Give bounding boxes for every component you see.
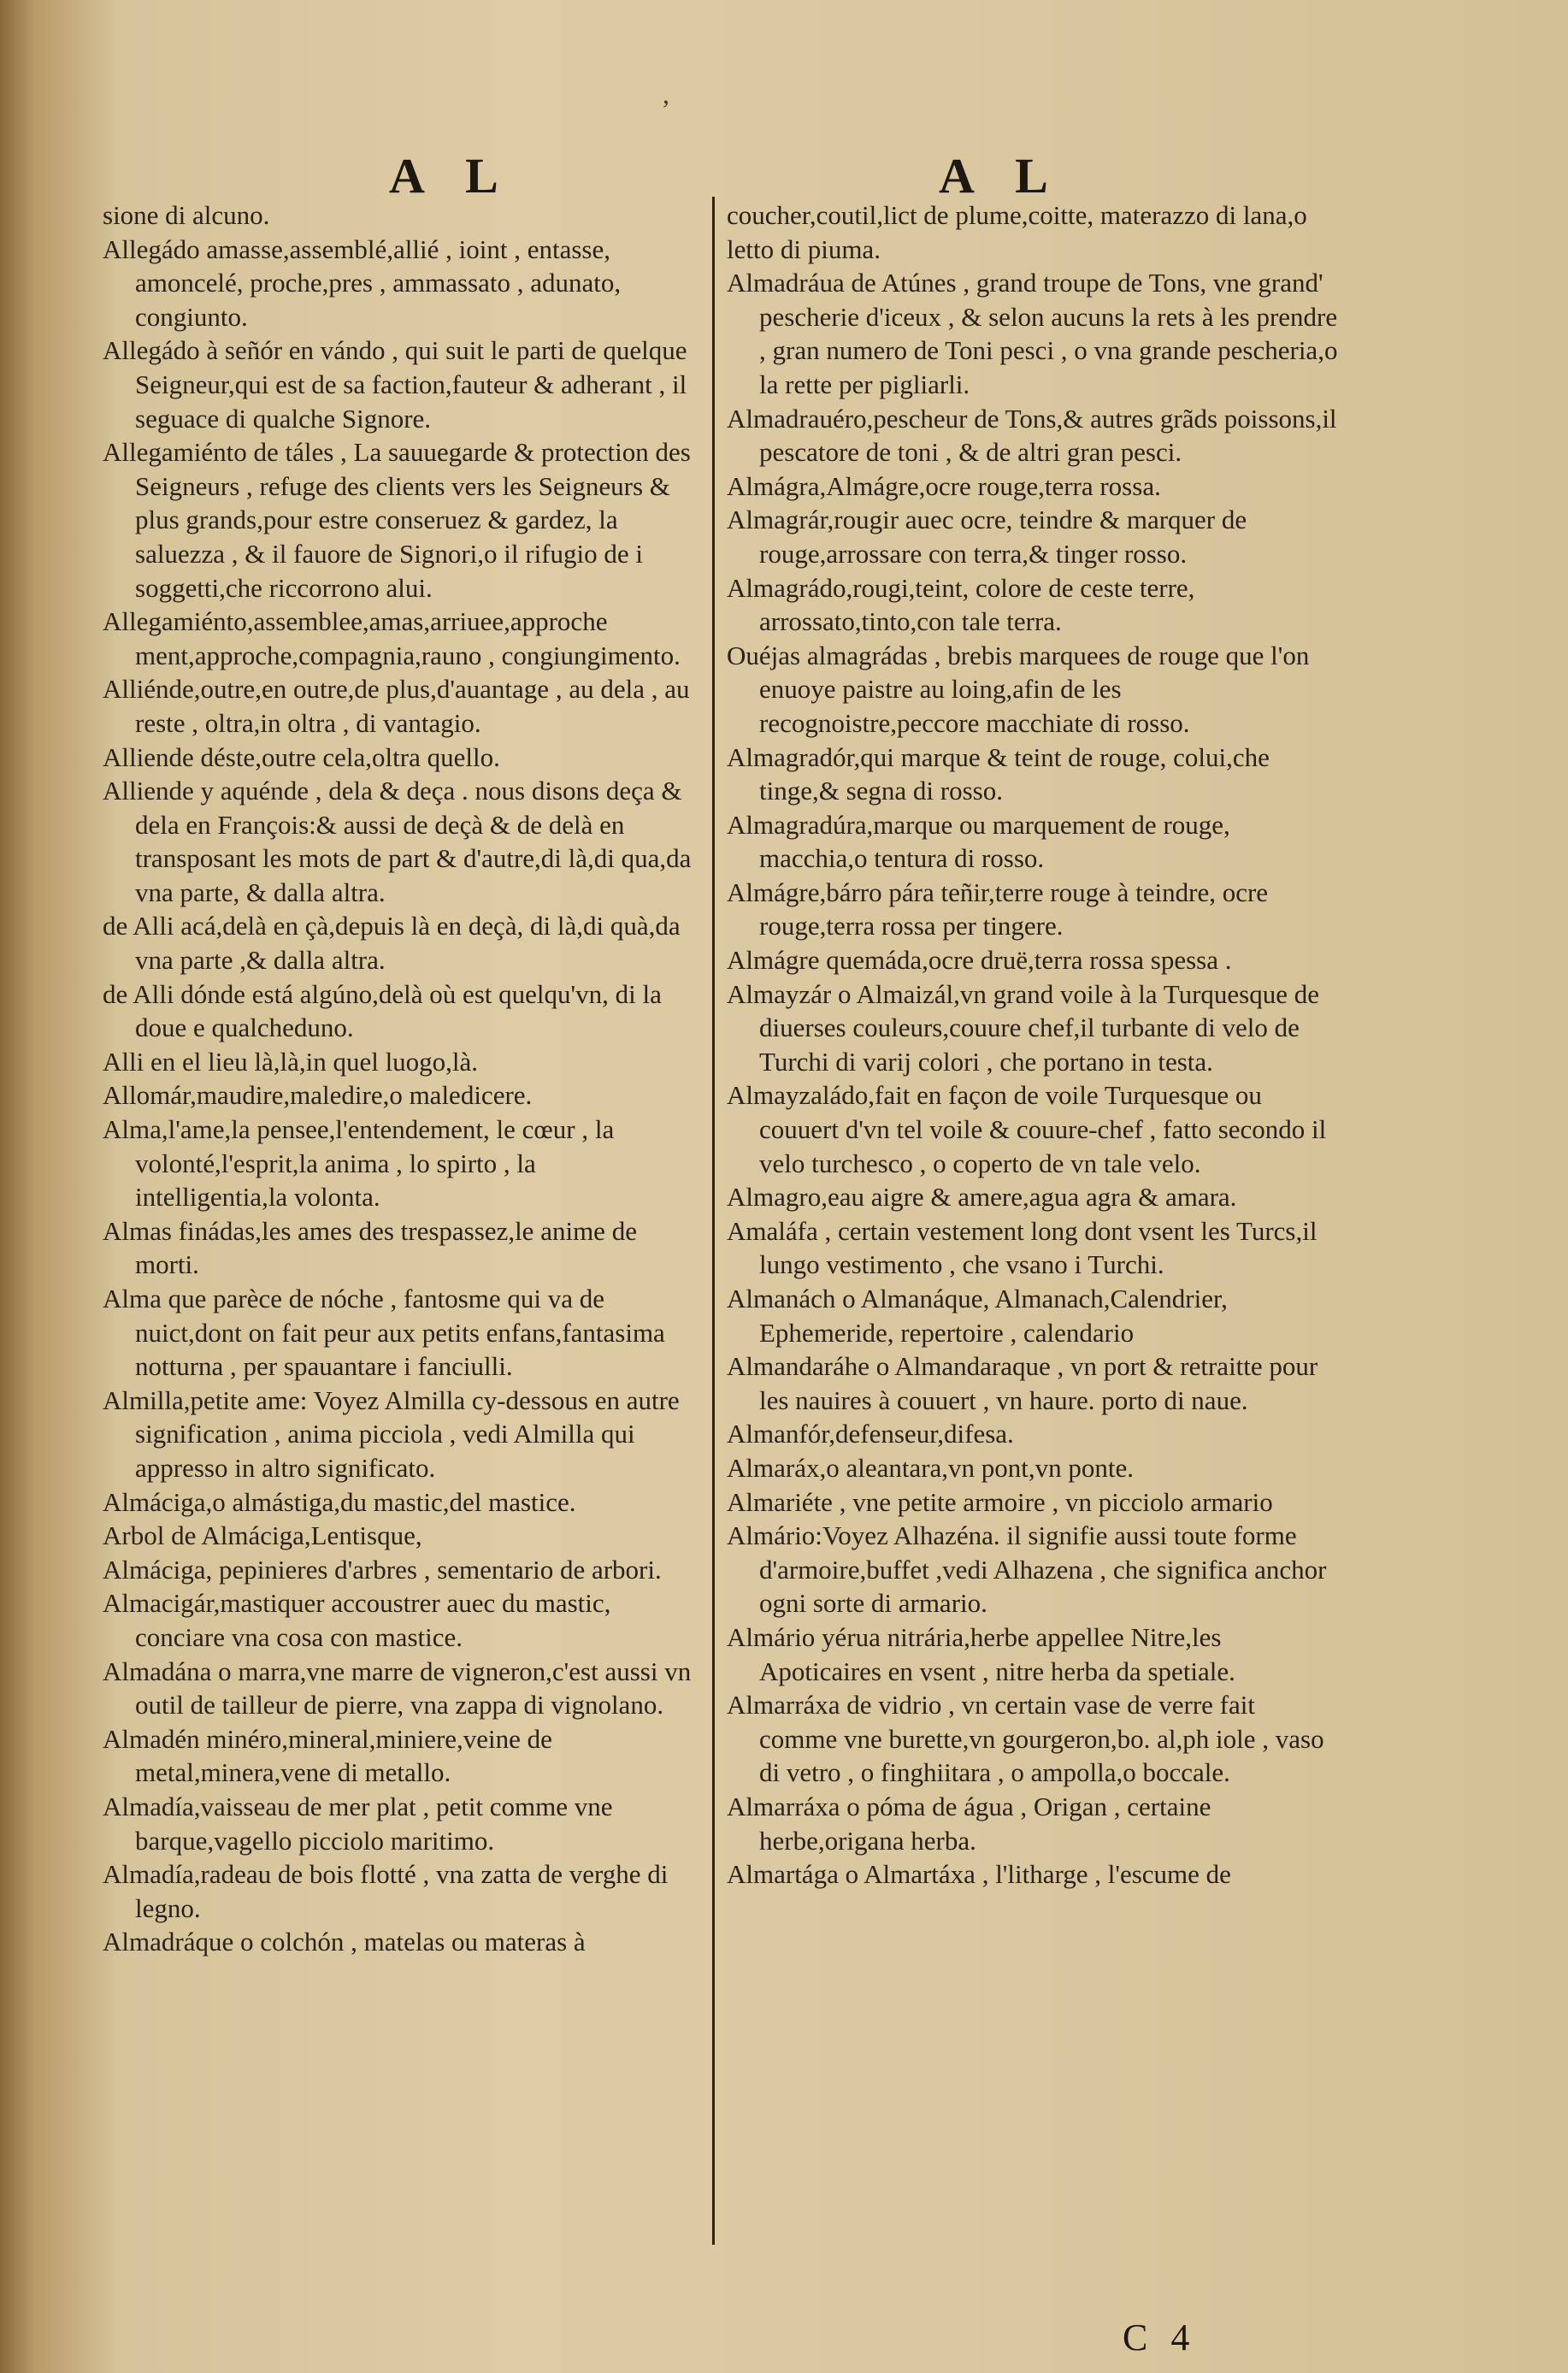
entry: Alliende y aquénde , dela & deça . nous disons deça & dela en François:& aussi de deçà & de delà en transposant les mots de part & d'autre,di là,di qua,da vna parte, & dalla altra. [103,776,692,907]
entry: Almadía,radeau de bois flotté , vna zatta de verghe di legno. [103,1859,669,1923]
entry: Almagrádo,rougi,teint, colore de ceste terre, arrossato,tinto,con tale terra. [727,572,1195,637]
right-column [727,198,1338,1892]
entry: Almágre quemáda,ocre druë,terra rossa spessa . [727,945,1232,976]
entry: Almágre,bárro pára teñir,terre rouge à teindre, ocre rouge,terra rossa per tingere. [727,877,1269,942]
entry: Allegamiénto,assemblee,amas,arriuee,approche ment,approche,compagnia,rauno , congiungimento. [103,606,681,670]
entry: Almagradúra,marque ou marquement de rouge, macchia,o tentura di rosso. [727,809,1230,874]
column-rule [712,197,715,2245]
entry: Almarráxa o póma de água , Origan , certaine herbe,origana herba. [727,1791,1211,1856]
entry: Almário:Voyez Alhazéna. il signifie aussi toute forme d'armoire,buffet ,vedi Alhazena , che significa anchor ogni sorte di armario. [727,1520,1327,1619]
entry: Almacigár,mastiquer accoustrer auec du mastic, conciare vna cosa con mastice. [103,1588,611,1652]
entry: Allegádo amasse,assemblé,allié , ioint , entasse, amoncelé, proche,pres , ammassato , adunato, congiunto. [103,233,622,332]
entry: Allomár,maudire,maledire,o maledicere. [103,1080,533,1111]
entry: Almáciga, pepinieres d'arbres , sementario de arbori. [103,1554,662,1585]
running-head-left: A L [389,148,514,204]
entry: Almayzár o Almaizál,vn grand voile à la Turquesque de diuerses couleurs,couure chef,il turbante di velo de Turchi di varij colori , che portano in testa. [727,978,1320,1077]
running-head-right: A L [939,148,1064,204]
entry: Almadén minéro,mineral,miniere,veine de metal,minera,vene di metallo. [103,1723,552,1788]
entry: Allegamiénto de táles , La sauuegarde & protection des Seigneurs , refuge des clients vers les Seigneurs & plus grands,pour estre conseruez & gardez, la saluezza , & il fauore de Signori,o il rifugio de i soggetti,che riccorrono alui. [103,437,691,603]
entry: sione di alcuno. [103,200,270,230]
entry: Ouéjas almagrádas , brebis marquees de rouge que l'on enuoye paistre au loing,afin de les recognoistre,peccore macchiate di rosso. [727,640,1310,738]
entry: Arbol de Almáciga,Lentisque, [103,1520,422,1551]
entry: Almas finádas,les ames des trespassez,le anime de morti. [103,1215,637,1280]
entry: Alma,l'ame,la pensee,l'entendement, le cœur , la volonté,l'esprit,la anima , lo spirto , la intelligentia,la volonta. [103,1114,615,1213]
left-column [103,198,693,1959]
entry: Almilla,petite ame: Voyez Almilla cy-dessous en autre signification , anima picciola , vedi Almilla qui appresso in altro significato. [103,1384,680,1483]
entry: Almáciga,o almástiga,du mastic,del mastice. [103,1486,576,1517]
entry: Almadráua de Atúnes , grand troupe de Tons, vne grand' pescherie d'iceux , & selon aucuns la rets à les prendre , gran numero de Toni pesci , o vna grande pescheria,o la rette per pigliarli. [727,268,1338,399]
entry: Almaráx,o aleantara,vn pont,vn ponte. [727,1452,1135,1483]
entry: Almandaráhe o Almandaraque , vn port & retraitte pour les nauires à couuert , vn haure. porto di naue. [727,1351,1318,1415]
entry: de Alli acá,delà en çà,depuis là en deçà, di là,di quà,da vna parte ,& dalla altra. [103,911,681,976]
entry: Alma que parèce de nóche , fantosme qui va de nuict,dont on fait peur aux petits enfans,fantasima notturna , per spauantare i fanciulli. [103,1284,665,1382]
entry: Almário yérua nitrária,herbe appellee Nitre,les Apoticaires en vsent , nitre herba da spetiale. [727,1621,1235,1686]
entry: Alliende déste,outre cela,oltra quello. [103,741,500,772]
entry: Almadráque o colchón , matelas ou materas à [103,1927,586,1957]
entry: Almanfór,defenseur,difesa. [727,1419,1014,1449]
entry: Almagrár,rougir auec ocre, teindre & marquer de rouge,arrossare con terra,& tinger rosso. [727,505,1247,569]
entry: Almágra,Almágre,ocre rouge,terra rossa. [727,470,1161,501]
signature-mark: C 4 [1123,2317,1197,2358]
entry: Almagradór,qui marque & teint de rouge, colui,che tinge,& segna di rosso. [727,741,1270,806]
entry: Almanách o Almanáque, Almanach,Calendrier, Ephemeride, repertoire , calendario [727,1284,1228,1348]
entry: Almadía,vaisseau de mer plat , petit comme vne barque,vagello picciolo maritimo. [103,1791,613,1856]
entry: Almadána o marra,vne marre de vigneron,c'est aussi vn outil de tailleur de pierre, vna zappa di vignolano. [103,1656,692,1721]
top-mark: , [663,79,669,109]
entry: de Alli dónde está algúno,delà où est quelqu'vn, di la doue e qualcheduno. [103,978,662,1043]
entry: Almarráxa de vidrio , vn certain vase de verre fait comme vne burette,vn gourgeron,bo. al,ph iole , vaso di vetro , o finghiitara , o ampolla,o boccale. [727,1690,1324,1788]
entry: Allegádo à señór en vándo , qui suit le parti de quelque Seigneur,qui est de sa faction,fauteur & adherant , il seguace di qualche Signore. [103,335,687,434]
entry: Almagro,eau aigre & amere,agua agra & amara. [727,1182,1237,1213]
entry: Almayzaládo,fait en façon de voile Turquesque ou couuert d'vn tel voile & couure-chef , fatto secondo il velo turchesco , o coperto de vn tale velo. [727,1080,1327,1178]
entry: Almariéte , vne petite armoire , vn picciolo armario [727,1486,1273,1517]
entry: Amaláfa , certain vestement long dont vsent les Turcs,il lungo vestimento , che vsano i Turchi. [727,1215,1317,1280]
entry: Almadrauéro,pescheur de Tons,& autres grãds poissons,il pescatore de toni , & de altri gran pesci. [727,403,1337,468]
entry: Alliénde,outre,en outre,de plus,d'auantage , au dela , au reste , oltra,in oltra , di vantagio. [103,674,690,738]
entry: Alli en el lieu là,là,in quel luogo,là. [103,1046,479,1077]
entry: Almartága o Almartáxa , l'litharge , l'escume de [727,1859,1231,1890]
entry: coucher,coutil,lict de plume,coitte, materazzo di lana,o letto di piuma. [727,200,1307,264]
